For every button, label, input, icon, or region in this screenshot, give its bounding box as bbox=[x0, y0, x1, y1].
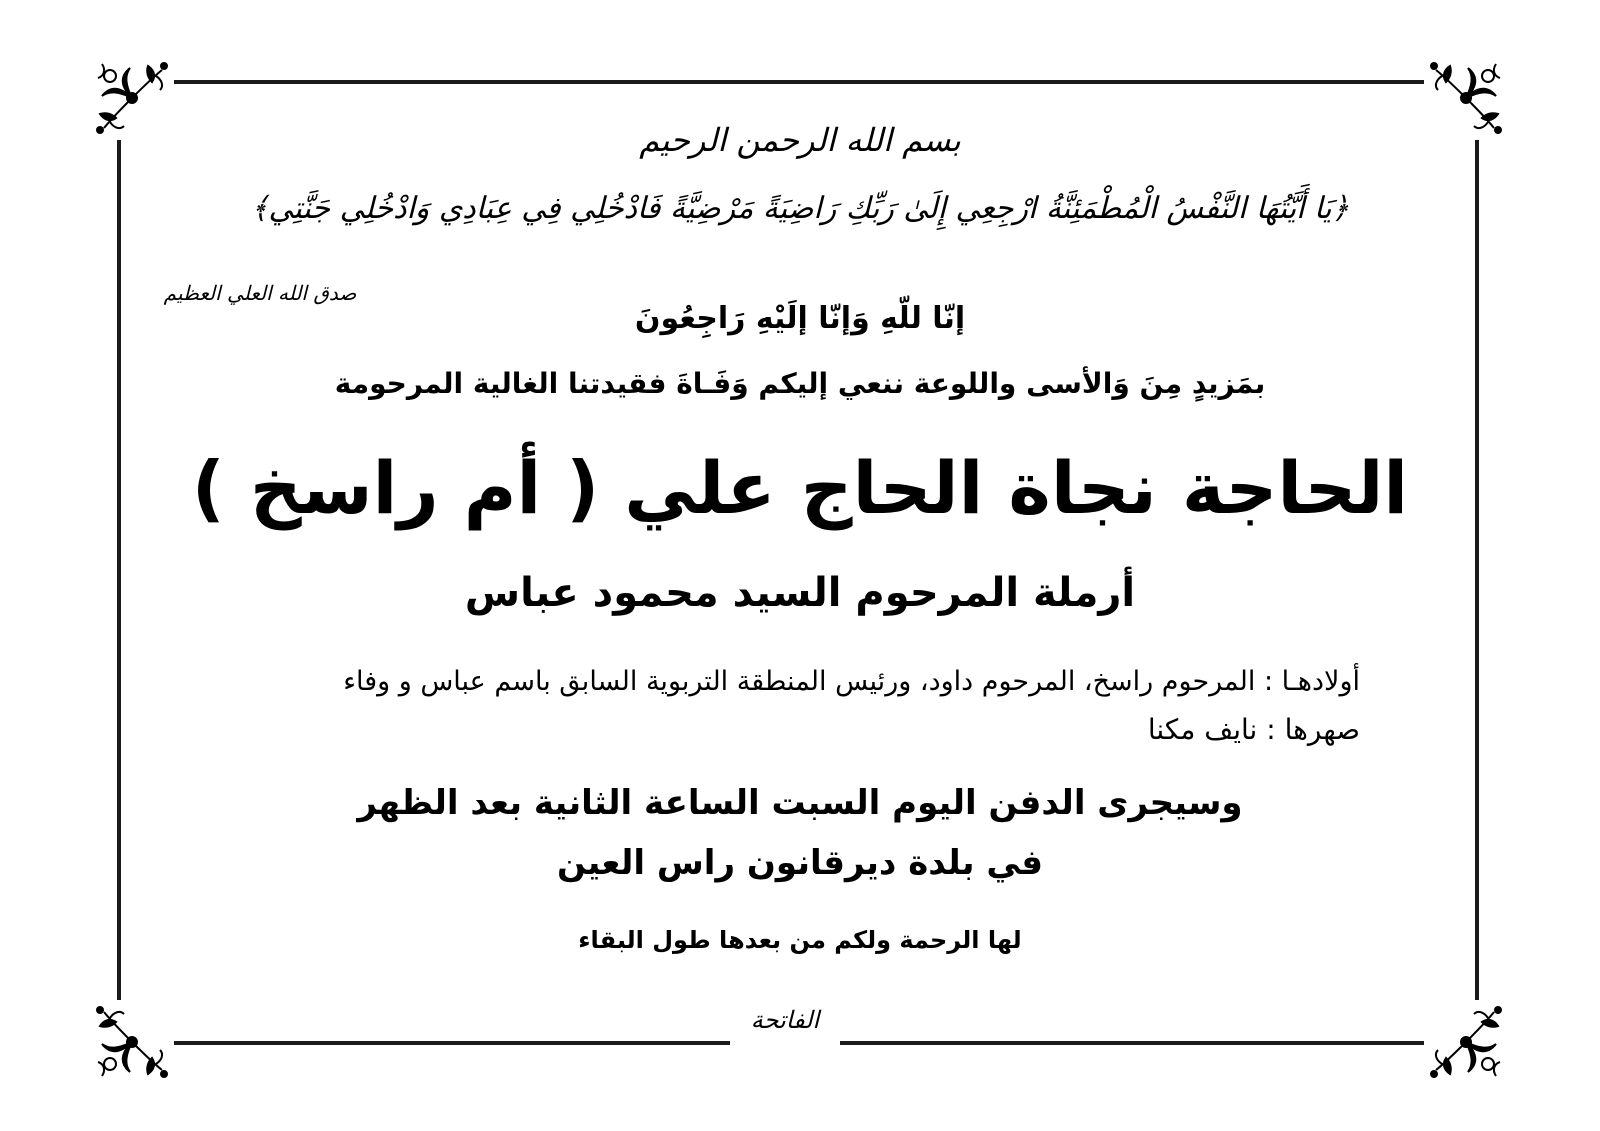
floral-corner-icon bbox=[1424, 1000, 1508, 1084]
deceased-name: الحاجة نجاة الحاج علي ( أم راسخ ) bbox=[191, 446, 1409, 530]
children-list: أولادهـا : المرحوم راسخ، المرحوم داود، ورئيس المنطقة التربوية السابق باسم عباس و وفاء bbox=[343, 666, 1360, 697]
quran-verse: ﴿يَا أَيَّتُهَا النَّفْسُ الْمُطْمَئِنَّةُ ارْجِعِي إِلَىٰ رَبِّكِ رَاضِيَةً مَرْضِيَّةً فَادْخُلِي فِي عِبَادِي وَادْخُلِي جَنَّتِي﴾ bbox=[250, 191, 1350, 226]
sadaq-allah: صدق الله العلي العظيم bbox=[163, 281, 357, 305]
burial-time: وسيجرى الدفن اليوم السبت الساعة الثانية بعد الظهر bbox=[357, 783, 1243, 823]
condolence-phrase: لها الرحمة ولكم من بعدها طول البقاء bbox=[578, 926, 1022, 954]
burial-place: في بلدة ديرقانون راس العين bbox=[556, 843, 1044, 883]
son-in-law: صهرها : نايف مكنا bbox=[1147, 713, 1360, 746]
fatiha-label: الفاتحة bbox=[750, 1006, 820, 1034]
basmala: بسم الله الرحمن الرحيم bbox=[639, 121, 961, 159]
floral-corner-icon bbox=[90, 1000, 174, 1084]
widow-of: أرملة المرحوم السيد محمود عباس bbox=[464, 570, 1136, 616]
inna-lillah: إنّا للّهِ وَإنّا إلَيْهِ رَاجِعُونَ bbox=[634, 301, 966, 336]
announcement-intro: بمَزيدٍ مِنَ وَالأسى واللوعة ننعي إليكم وَفَـاةَ فقيدتنا الغالية المرحومة bbox=[334, 367, 1266, 400]
